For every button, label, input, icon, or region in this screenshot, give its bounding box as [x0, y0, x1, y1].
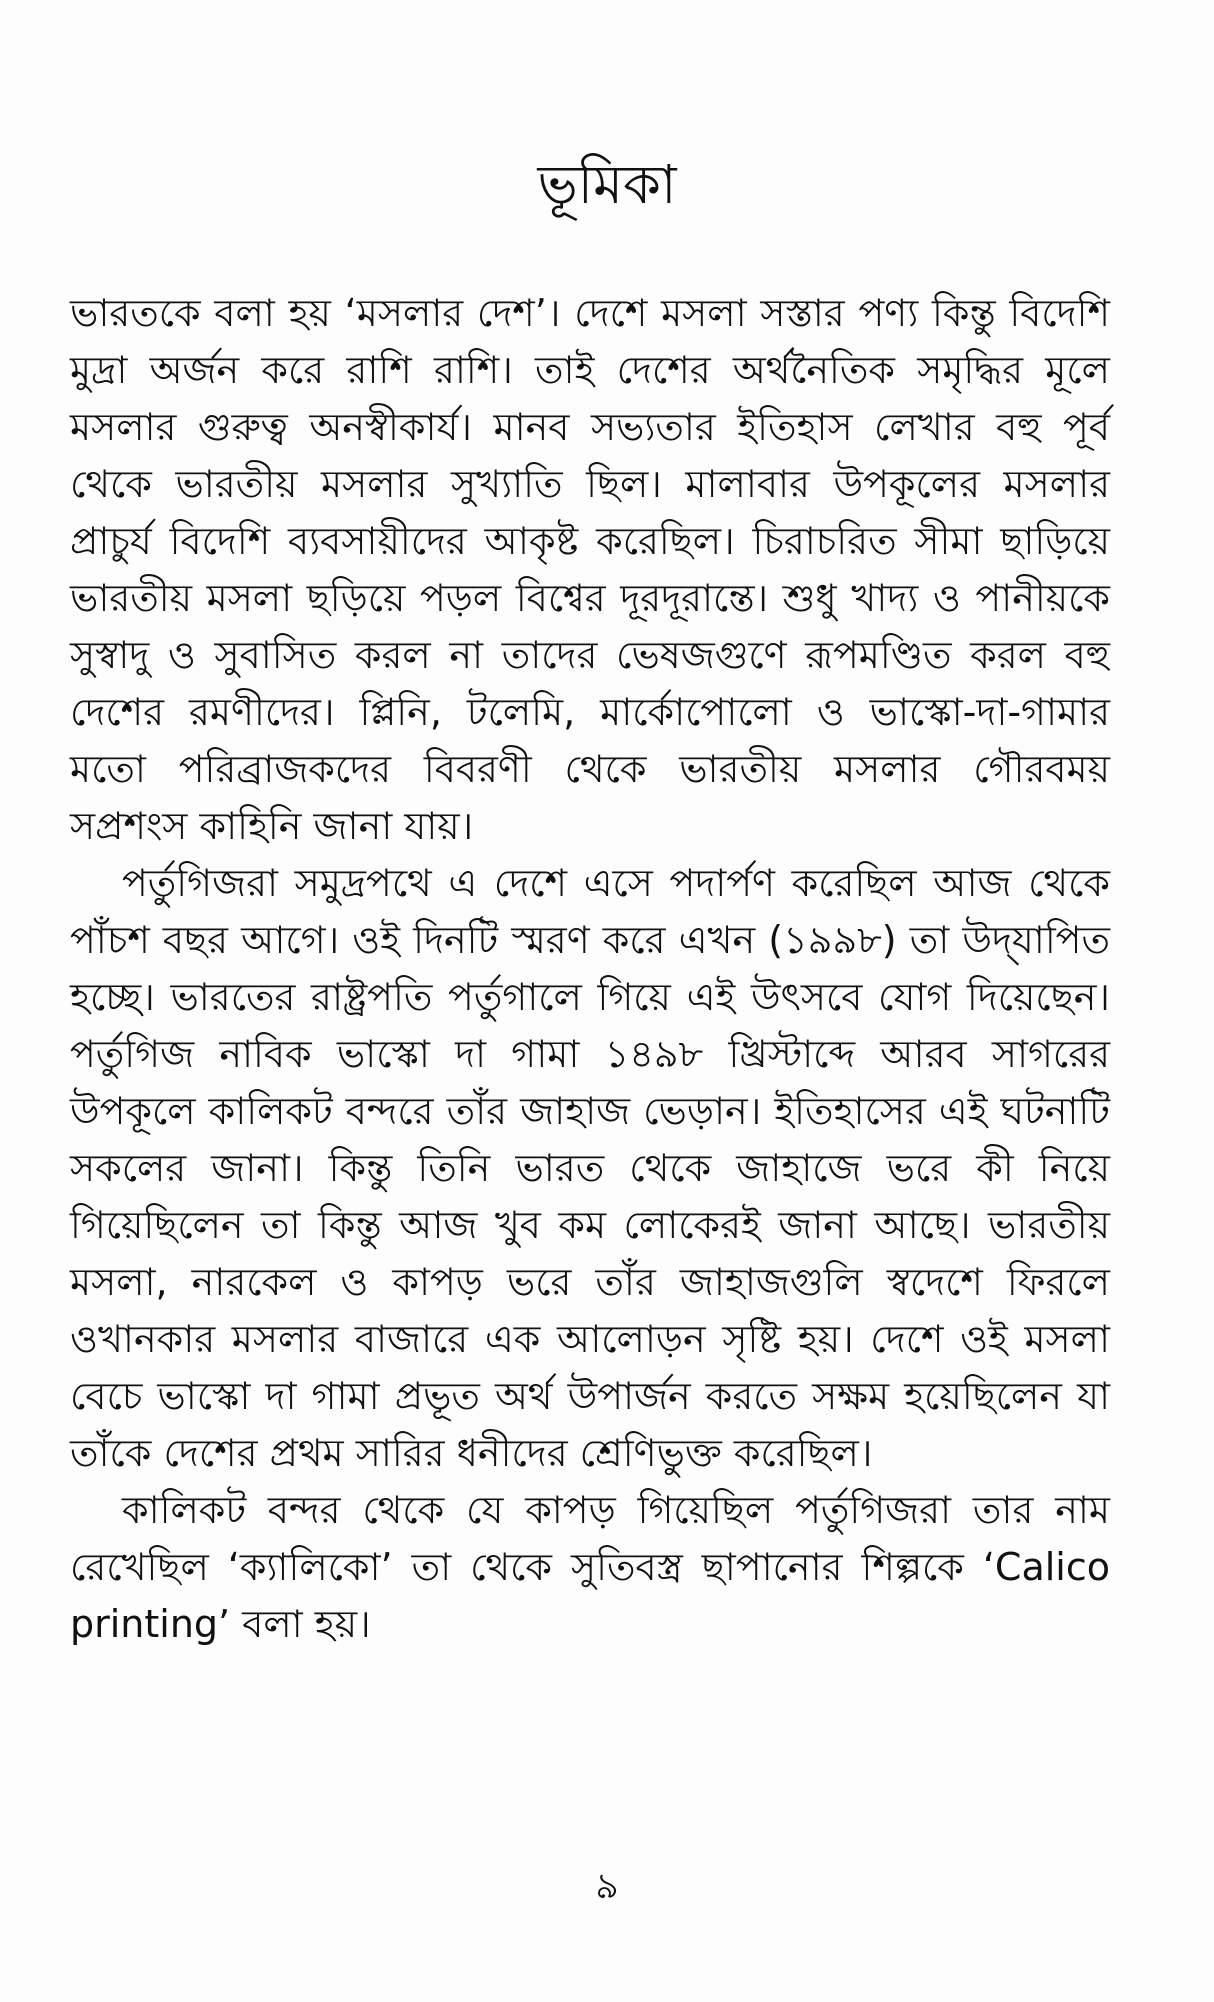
chapter-title: ভূমিকা	[537, 153, 677, 216]
page-number: ৯	[595, 1866, 619, 1907]
paragraph-1: ভারতকে বলা হয় ‘মসলার দেশ’। দেশে মসলা সস্তার পণ্য কিন্তু বিদেশি মুদ্রা অর্জন করে রাশি রাশি। তাই দেশের অর্থনৈতিক সমৃদ্ধির মূলে মসলার গুরুত্ব অনস্বীকার্য। মানব সভ্যতার ইতিহাস লেখার বহু পূর্ব থেকে ভারতীয় মসলার সুখ্যাতি ছিল। মালাবার উপকূলের মসলার প্রাচুর্য বিদেশি ব্যবসায়ীদের আকৃষ্ট করেছিল। চিরাচরিত সীমা ছাড়িয়ে ভারতীয় মসলা ছড়িয়ে পড়ল বিশ্বের দূরদূরান্তে। শুধু খাদ্য ও পানীয়কে সুস্বাদু ও সুবাসিত করল না তাদের ভেষজগুণে রূপমণ্ডিত করল বহু দেশের রমণীদের। প্লিনি, টলেমি, মার্কোপোলো ও ভাস্কো-দা-গামার মতো পরিব্রাজকদের বিবরণী থেকে ভারতীয় মসলার গৌরবময় সপ্রশংস কাহিনি জানা যায়।	[70, 291, 1110, 848]
paragraph-2: পর্তুগিজরা সমুদ্রপথে এ দেশে এসে পদার্পণ করেছিল আজ থেকে পাঁচশ বছর আগে। ওই দিনটি স্মরণ করে এখন (১৯৯৮) তা উদ্‌যাপিত হচ্ছে। ভারতের রাষ্ট্রপতি পর্তুগালে গিয়ে এই উৎসবে যোগ দিয়েছেন। পর্তুগিজ নাবিক ভাস্কো দা গামা ১৪৯৮ খ্রিস্টাব্দে আরব সাগরের উপকূলে কালিকট বন্দরে তাঁর জাহাজ ভেড়ান। ইতিহাসের এই ঘটনাটি সকলের জানা। কিন্তু তিনি ভারত থেকে জাহাজে ভরে কী নিয়ে গিয়েছিলেন তা কিন্তু আজ খুব কম লোকেরই জানা আছে। ভারতীয় মসলা, নারকেল ও কাপড় ভরে তাঁর জাহাজগুলি স্বদেশে ফিরলে ওখানকার মসলার বাজারে এক আলোড়ন সৃষ্টি হয়। দেশে ওই মসলা বেচে ভাস্কো দা গামা প্রভূত অর্থ উপার্জন করতে সক্ষম হয়েছিলেন যা তাঁকে দেশের প্রথম সারির ধনীদের শ্রেণিভুক্ত করেছিল।	[70, 861, 1110, 1475]
body-text	[70, 285, 1110, 1653]
paragraph-3: কালিকট বন্দর থেকে যে কাপড় গিয়েছিল পর্তুগিজরা তার নাম রেখেছিল ‘ক্যালিকো’ তা থেকে সুতিবস্ত্র ছাপানোর শিল্পকে ‘Calico printing’ বলা হয়।	[70, 1488, 1110, 1646]
